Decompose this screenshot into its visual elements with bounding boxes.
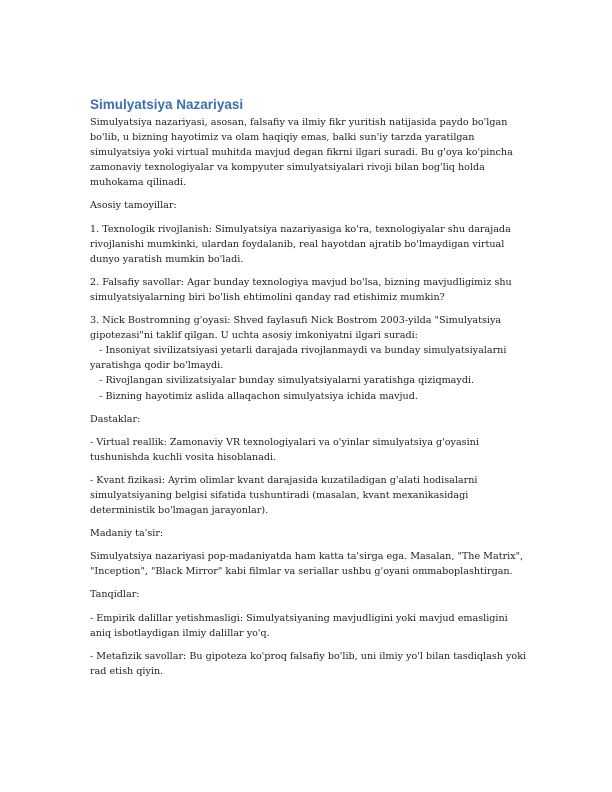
document-body	[90, 96, 530, 687]
foundation-item-2: 2. Falsafiy savollar: Agar bunday texnologiya mavjud bo'lsa, bizning mavjudligimiz shu simulyatsiyalarning biri bo'lish ehtimolini qanday rad etishimiz mumkin?	[90, 276, 515, 303]
foundation-item-1: 1. Texnologik rivojlanish: Simulyatsiya nazariyasiga ko'ra, texnologiyalar shu darajada rivojlanishi mumkinki, ulardan foydalanib, real hayotdan ajratib bo'lmaydigan virtual dunyo yaratish mumkin bo'ladi.	[90, 223, 514, 265]
foundations-heading: Asosiy tamoyillar:	[90, 200, 177, 212]
culture-paragraph: Simulyatsiya nazariyasi pop-madaniyatda ham katta ta'sirga ega. Masalan, "The Matrix", "Inception", "Black Mirror" kabi filmlar va seriallar ushbu g'oyani ommaboplashtirgan.	[90, 551, 527, 578]
foundation-3-subitem-1: - Insoniyat sivilizatsiyasi yetarli darajada rivojlanmaydi va bunday simulyatsiyalarni yaratishga qodir bo'lmaydi.	[90, 345, 510, 372]
culture-heading: Madaniy ta'sir:	[90, 528, 164, 540]
evidence-item-2: - Kvant fizikasi: Ayrim olimlar kvant darajasida kuzatiladigan g'alati hodisalarni simulyatsiyaning belgisi sifatida tushuntiradi (masalan, kvant mexanikasidagi deterministik bo'lmagan jarayonlar).	[90, 474, 481, 517]
critique-heading: Tanqidlar:	[90, 589, 140, 601]
evidence-item-1: - Virtual reallik: Zamonaviy VR texnologiyalari va o'yinlar simulyatsiya g'oyasini tushunishda kuchli vosita hisoblanadi.	[90, 436, 482, 463]
critique-item-1: - Empirik dalillar yetishmasligi: Simulyatsiyaning mavjudligini yoki mavjud emasligini aniq isbotlaydigan ilmiy dalillar yo'q.	[90, 612, 511, 639]
document-title: Simulyatsiya Nazariyasi	[90, 97, 244, 112]
foundation-3-subitem-2: - Rivojlangan sivilizatsiyalar bunday simulyatsiyalarni yaratishga qiziqmaydi.	[90, 375, 475, 387]
evidence-heading: Dastaklar:	[90, 413, 141, 425]
critique-item-2: - Metafizik savollar: Bu gipoteza ko'proq falsafiy bo'lib, uni ilmiy yo'l bilan tasdiqlash yoki rad etish qiyin.	[90, 650, 530, 677]
foundation-item-3: 3. Nick Bostromning g'oyasi: Shved faylasufi Nick Bostrom 2003-yilda "Simulyatsiya gipotezasi"ni taklif qilgan. U uchta asosiy imkoniyatni ilgari suradi:	[90, 315, 505, 342]
intro-paragraph: Simulyatsiya nazariyasi, asosan, falsafiy va ilmiy fikr yuritish natijasida paydo bo'lgan bo'lib, u bizning hayotimiz va olam haqiqiy emas, balki sun'iy tarzda yaratilgan simulyatsiya yoki virtual muhitda mavjud degan fikrni ilgari suradi. Bu g'oya ko'pincha zamonaviy texnologiyalar va kompyuter simulyatsiyalari rivoji bilan bog'liq holda muhokama qilinadi.	[90, 117, 516, 189]
foundation-3-subitem-3: - Bizning hayotimiz aslida allaqachon simulyatsiya ichida mavjud.	[90, 390, 418, 402]
